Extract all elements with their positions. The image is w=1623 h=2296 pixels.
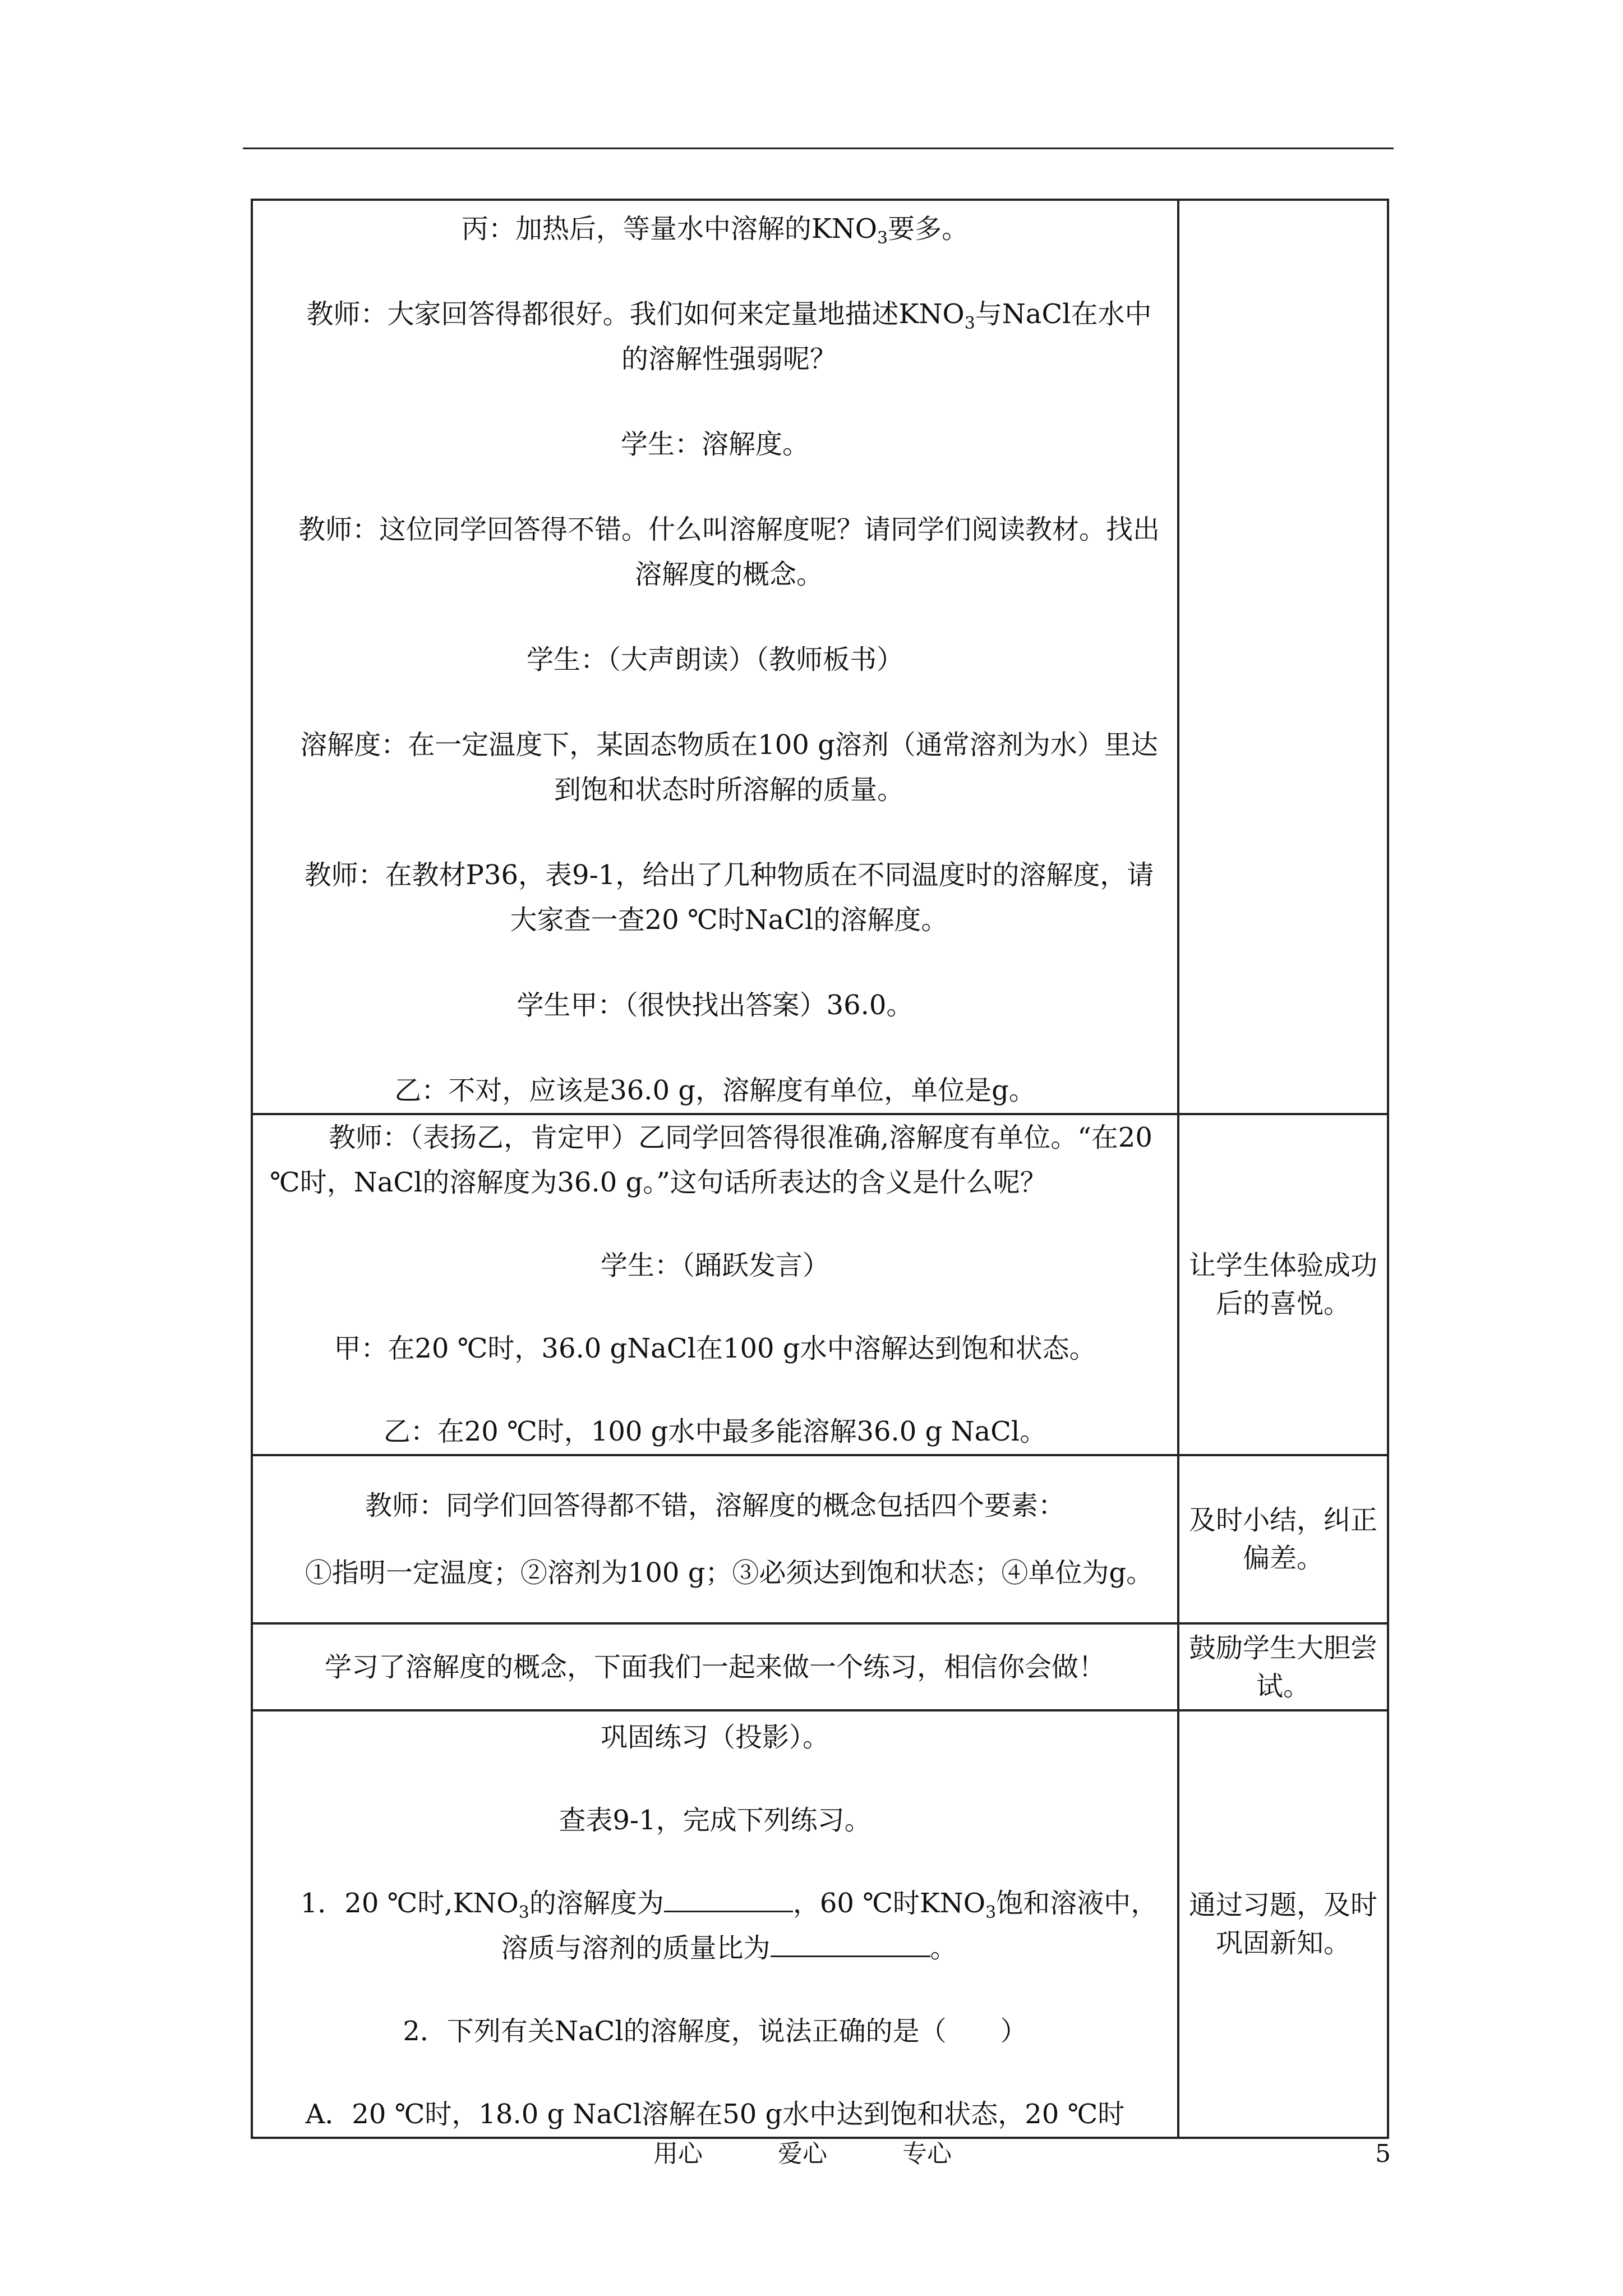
dialogue-cell — [252, 200, 1178, 1114]
table-row — [252, 1455, 1388, 1623]
dialogue-line: 学生：（踊跃发言） — [600, 1250, 829, 1281]
note-cell — [1178, 200, 1388, 1114]
note-text: 让学生体验成功后的喜悦。 — [1188, 1250, 1377, 1319]
dialogue-line: 查表9-1，完成下列练习。 — [559, 1805, 872, 1836]
page-footer — [0, 2132, 1623, 2177]
dialogue-cell — [252, 1114, 1178, 1455]
note-text: 鼓励学生大胆尝试。 — [1188, 1632, 1377, 1702]
dialogue-line: ①指明一定温度；②溶剂为100 g；③必须达到饱和状态；④单位为g。 — [305, 1557, 1154, 1589]
dialogue-cell — [252, 1623, 1178, 1710]
dialogue-line: 教师：（表扬乙，肯定甲）乙同学回答得很准确,溶解度有单位。“在20 ℃时，NaCl的溶解度为36.0 g。”这句话所表达的含义是什么呢？ — [270, 1122, 1152, 1198]
note-cell — [1178, 1114, 1388, 1455]
table-row — [252, 1710, 1388, 2138]
dialogue-line: 巩固练习（投影）。 — [600, 1722, 829, 1753]
dialogue-cell — [252, 1455, 1178, 1623]
exercise-1: 1．20 ℃时$,KNO_3$的溶解度为 ，60 ℃时$KNO_3$饱和溶液中，溶质与溶剂的质量比为 。 — [253, 1881, 1177, 1971]
dialogue-line: 乙：不对，应该是36.0 g，溶解度有单位，单位是g。 — [394, 1075, 1036, 1106]
exercise-option-a: A．20 ℃时，18.0 g NaCl溶解在50 g水中达到饱和状态，20 ℃时 — [305, 2099, 1125, 2130]
table-row — [252, 200, 1388, 1114]
dialogue-line: 教师：同学们回答得都不错，溶解度的概念包括四个要素： — [365, 1490, 1065, 1521]
exercise-2: 2．下列有关NaCl的溶解度，说法正确的是（ ） — [403, 2016, 1027, 2047]
note-cell — [1178, 1455, 1388, 1623]
dialogue-cell — [252, 1710, 1178, 2138]
dialogue-line: 学生：溶解度。 — [620, 429, 809, 460]
note-text: 及时小结，纠正偏差。 — [1188, 1504, 1377, 1574]
note-cell — [1178, 1623, 1388, 1710]
answer-blank[interactable] — [664, 1886, 793, 1912]
answer-blank[interactable] — [771, 1931, 930, 1957]
dialogue-line: 学生甲：（很快找出答案）36.0。 — [517, 990, 914, 1021]
dialogue-line: 乙：在20 ℃时，100 g水中最多能溶解36.0 g NaCl。 — [383, 1416, 1047, 1447]
dialogue-line: 溶解度：在一定温度下，某固态物质在100 g溶剂（通常溶剂为水）里达到饱和状态时所溶解的质量。 — [300, 729, 1158, 806]
page-number: 5 — [1375, 2139, 1391, 2168]
note-cell — [1178, 1710, 1388, 2138]
table-row — [252, 1623, 1388, 1710]
dialogue-line: 学生：（大声朗读）（教师板书） — [526, 644, 903, 675]
dialogue-line: 丙：加热后，等量水中溶解的$KNO_3$要多。 — [461, 213, 969, 248]
dialogue-line: 甲：在20 ℃时，36.0 gNaCl在100 g水中溶解达到饱和状态。 — [334, 1333, 1096, 1364]
dialogue-line: 教师：这位同学回答得不错。什么叫溶解度呢？请同学们阅读教材。找出溶解度的概念。 — [298, 514, 1160, 590]
note-text: 通过习题，及时巩固新知。 — [1188, 1889, 1377, 1959]
dialogue-line: 学习了溶解度的概念，下面我们一起来做一个练习，相信你会做！ — [324, 1651, 1105, 1683]
lesson-plan-table — [251, 199, 1389, 2139]
table-row — [252, 1114, 1388, 1455]
footer-slogan: 用心 爱心 专心 — [653, 2139, 952, 2168]
dialogue-line: 教师：大家回答得都很好。我们如何来定量地描述$KNO_3$与NaCl在水中的溶解性强弱呢？ — [306, 298, 1152, 375]
dialogue-line: 教师：在教材P36，表9-1，给出了几种物质在不同温度时的溶解度，请大家查一查20 ℃时NaCl的溶解度。 — [304, 859, 1154, 936]
header-rule — [243, 148, 1394, 149]
